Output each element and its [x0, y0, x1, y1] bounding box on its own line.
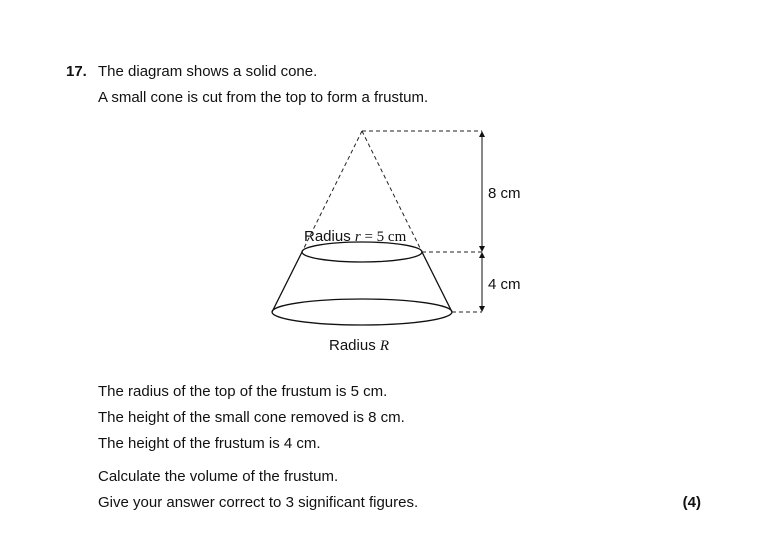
intro-line-1: The diagram shows a solid cone. — [98, 63, 318, 80]
label-height-frustum: 4 cm — [488, 276, 521, 293]
question-number: 17. — [66, 63, 87, 80]
given-line-1: The radius of the top of the frustum is 5 cm. — [98, 383, 388, 400]
label-base-radius: Radius R — [329, 337, 390, 354]
given-line-3: The height of the frustum is 4 cm. — [98, 435, 321, 452]
task-line-1: Calculate the volume of the frustum. — [98, 468, 339, 485]
marks-label: (4) — [682, 494, 701, 511]
arrowhead-top — [479, 131, 485, 137]
frustum-top-ellipse — [302, 242, 422, 262]
arrowhead-bottom — [479, 306, 485, 312]
label-height-small-cone: 8 cm — [488, 185, 521, 202]
frustum-base-ellipse — [272, 299, 452, 325]
label-top-radius: Radius r = 5 cm — [304, 228, 407, 245]
given-line-2: The height of the small cone removed is 8 cm. — [98, 409, 405, 426]
arrowhead-mid-up — [479, 246, 485, 252]
arrowhead-mid-down — [479, 252, 485, 258]
task-line-2: Give your answer correct to 3 significant figures. — [98, 494, 419, 511]
intro-line-2: A small cone is cut from the top to form a frustum. — [98, 89, 429, 106]
